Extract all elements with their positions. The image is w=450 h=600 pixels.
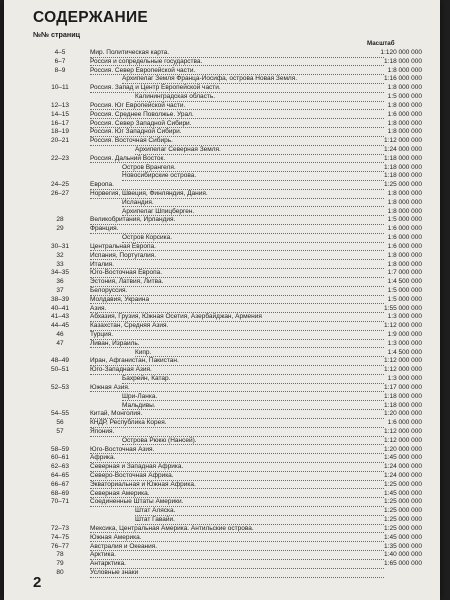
row-title (122, 234, 384, 243)
row-scale: 1:3 000 000 (387, 313, 422, 321)
row-title-text: Япония. (90, 427, 115, 435)
row-title (90, 58, 384, 67)
row-pages: 60–61 (50, 454, 70, 462)
row-title-text: КНДР, Республика Корея. (90, 419, 167, 427)
row-pages: 80 (56, 568, 64, 576)
row-title (90, 137, 384, 146)
row-title-text: Арктика. (90, 551, 116, 559)
contents-row (4, 84, 440, 93)
row-scale: 1:12 000 000 (384, 322, 422, 330)
row-title (122, 199, 384, 208)
row-title (90, 490, 384, 499)
row-title-text: Штат Аляска. (135, 507, 176, 515)
row-title-text: Россия. Юг Европейской части. (90, 101, 186, 109)
row-title (122, 402, 384, 411)
row-title (90, 410, 384, 419)
row-pages: 10–11 (51, 84, 69, 92)
row-title-text: Условные знаки (90, 568, 139, 576)
contents-row (4, 481, 440, 490)
contents-row (4, 199, 440, 208)
row-title-text: Китай, Монголия. (90, 410, 143, 418)
row-title (90, 269, 384, 278)
row-title-text: Россия. Дальний Восток. (90, 154, 166, 162)
row-scale: 1:24 000 000 (384, 145, 422, 153)
contents-row (4, 49, 440, 58)
row-title (90, 111, 384, 120)
row-pages: 4–5 (54, 49, 66, 56)
row-title-text: Северо-Восточная Африка. (90, 472, 174, 479)
row-title-text: Центральная Европа. (90, 242, 156, 250)
contents-row (4, 225, 440, 234)
page-title: СОДЕРЖАНИЕ (33, 9, 149, 26)
row-scale: 1:16 000 000 (384, 75, 422, 83)
row-pages: 47 (56, 339, 64, 347)
row-title (90, 560, 384, 569)
row-title-text: Франция. (90, 225, 119, 233)
row-title-text: Испания, Португалия. (90, 251, 157, 259)
row-scale: 1:4 500 000 (387, 278, 422, 286)
contents-row (4, 67, 440, 76)
contents-row (4, 164, 440, 173)
row-pages: 36 (56, 278, 64, 286)
row-title-text: Мексика, Центральная Америка. Антильские острова. (90, 524, 254, 532)
row-scale: 1:8 000 000 (387, 198, 422, 206)
row-scale: 1:5 000 000 (387, 295, 422, 303)
row-scale: 1:25 000 000 (384, 480, 422, 488)
row-scale: 1:35 000 000 (384, 542, 422, 550)
row-pages: 62–63 (50, 463, 70, 471)
row-title (122, 75, 384, 84)
row-pages: 34–35 (50, 269, 70, 277)
row-title (135, 146, 384, 155)
row-scale: 1:8 000 000 (387, 190, 422, 197)
row-scale: 1:8 000 000 (387, 84, 422, 92)
row-title (90, 305, 384, 314)
contents-row (4, 58, 440, 67)
contents-row (4, 525, 440, 534)
row-pages: 26–27 (50, 190, 70, 197)
row-title (90, 366, 384, 375)
contents-row (4, 507, 440, 516)
row-scale: 1:12 000 000 (384, 436, 422, 444)
row-title-text: Турция. (90, 331, 114, 338)
row-scale: 1:8 000 000 (387, 207, 422, 215)
contents-page (4, 0, 440, 600)
contents-row (4, 569, 440, 578)
row-scale: 1:4 500 000 (387, 348, 422, 356)
row-scale: 1:12 000 000 (384, 427, 422, 435)
contents-row (4, 261, 440, 270)
row-title-text: Австралия и Океания. (90, 542, 158, 550)
row-title-text: Исландия. (122, 198, 154, 206)
row-pages: 68–69 (50, 489, 70, 497)
row-title (90, 331, 384, 340)
contents-row (4, 384, 440, 393)
row-scale: 1:55 000 000 (384, 304, 422, 312)
row-pages: 40–41 (50, 304, 70, 312)
pages-column-header: №№ страниц (33, 30, 81, 39)
row-title-text: Белоруссия. (90, 286, 128, 294)
row-pages: 58–59 (50, 445, 70, 453)
row-scale: 1:25 000 000 (384, 507, 422, 515)
row-title (90, 128, 384, 137)
row-title-text: Россия. Север Западной Сибири. (90, 119, 192, 127)
row-scale: 1:9 000 000 (387, 331, 422, 338)
contents-row (4, 543, 440, 552)
contents-row (4, 146, 440, 155)
contents-row (4, 366, 440, 375)
page-number: 2 (33, 574, 42, 591)
row-scale: 1:6 000 000 (387, 234, 422, 242)
row-scale: 1:6 000 000 (387, 419, 422, 427)
contents-row (4, 128, 440, 137)
row-title (90, 49, 384, 58)
row-pages: 46 (56, 331, 64, 338)
row-scale: 1:17 000 000 (384, 383, 422, 391)
row-scale: 1:45 000 000 (384, 454, 422, 462)
contents-row (4, 181, 440, 190)
row-scale: 1:18 000 000 (384, 401, 422, 409)
row-scale: 1:25 000 000 (384, 524, 422, 532)
row-pages: 14–15 (50, 110, 70, 118)
row-title-text: Калининградская область. (135, 93, 216, 101)
row-title-text: Острова Рюкю (Нансей). (122, 436, 197, 444)
row-title (122, 164, 384, 173)
row-scale: 1:5 000 000 (387, 93, 422, 101)
row-title-text: Южная Америка. (90, 533, 142, 541)
contents-row (4, 551, 440, 560)
row-title-text: Мир. Политическая карта. (90, 49, 170, 56)
row-title (90, 463, 384, 472)
row-title-text: Архипелаг Северная Земля. (135, 145, 221, 153)
contents-row (4, 111, 440, 120)
row-title-text: Новосибирские острова. (122, 172, 197, 180)
row-title-text: Северная и Западная Африка. (90, 463, 184, 471)
row-scale: 1:25 000 000 (384, 516, 422, 524)
row-title (90, 84, 384, 93)
row-scale: 1:65 000 000 (384, 560, 422, 568)
contents-row (4, 278, 440, 287)
row-scale: 1:8 000 000 (387, 119, 422, 127)
row-pages: 76–77 (50, 542, 70, 550)
row-title (122, 393, 384, 402)
row-pages: 20–21 (50, 137, 70, 145)
contents-row (4, 120, 440, 129)
row-title-text: Шри-Ланка. (122, 392, 158, 400)
row-title-text: Эстония, Латвия, Литва. (90, 278, 164, 286)
row-scale: 1:12 000 000 (384, 357, 422, 365)
row-title-text: Великобритания, Ирландия. (90, 216, 176, 224)
contents-row (4, 269, 440, 278)
contents-row (4, 428, 440, 437)
row-scale: 1:24 000 000 (384, 472, 422, 479)
row-pages: 32 (56, 251, 64, 259)
row-scale: 1:120 000 000 (380, 49, 422, 56)
contents-row (4, 375, 440, 384)
contents-row (4, 516, 440, 525)
row-title-text: Россия. Юг Западной Сибири. (90, 128, 182, 136)
row-pages: 78 (56, 551, 64, 559)
row-title (90, 190, 384, 199)
row-title (90, 181, 384, 190)
contents-row (4, 305, 440, 314)
row-pages: 33 (56, 260, 64, 268)
row-pages: 6–7 (54, 57, 66, 65)
row-title-text: Италия. (90, 260, 114, 268)
row-title (90, 102, 384, 111)
row-title-text: Россия. Запад и Центр Европейской части. (90, 84, 221, 92)
row-scale: 1:18 000 000 (384, 172, 422, 180)
contents-row (4, 419, 440, 428)
contents-row (4, 463, 440, 472)
row-title (90, 296, 384, 305)
contents-row (4, 313, 440, 322)
row-title-text: Экваториальная и Южная Африка. (90, 480, 196, 488)
contents-row (4, 243, 440, 252)
row-title (90, 261, 384, 270)
contents-row (4, 208, 440, 217)
contents-row (4, 234, 440, 243)
contents-row (4, 437, 440, 446)
row-title (90, 287, 384, 296)
row-title-text: Юго-Восточная Европа. (90, 269, 163, 277)
row-pages: 38–39 (50, 295, 70, 303)
row-scale: 1:8 000 000 (387, 251, 422, 259)
row-scale: 1:40 000 000 (384, 551, 422, 559)
row-title (90, 454, 384, 463)
row-scale: 1:12 000 000 (384, 137, 422, 145)
row-title-text: Бахрейн, Катар. (122, 375, 171, 383)
row-pages: 70–71 (50, 498, 70, 506)
row-title-text: Европа. (90, 181, 114, 189)
row-pages: 44–45 (50, 322, 70, 330)
contents-row (4, 393, 440, 402)
row-scale: 1:6 000 000 (387, 242, 422, 250)
row-pages: 79 (56, 560, 64, 568)
row-title (90, 278, 384, 287)
contents-row (4, 534, 440, 543)
row-title-text: Кипр. (135, 348, 152, 356)
row-title (135, 349, 384, 358)
row-scale: 1:3 000 000 (387, 339, 422, 347)
row-pages: 12–13 (50, 101, 70, 109)
scale-column-header: Масштаб (367, 40, 395, 47)
row-pages: 22–23 (50, 154, 70, 162)
row-title-text: Абхазия, Грузия, Южная Осетия, Азербайджан, Армения (90, 313, 262, 321)
row-pages: 57 (56, 427, 64, 435)
contents-list (4, 49, 440, 578)
row-title (90, 525, 384, 534)
row-title-text: Африка. (90, 454, 116, 462)
contents-row (4, 155, 440, 164)
row-scale: 1:8 000 000 (387, 128, 422, 136)
contents-row (4, 331, 440, 340)
row-title (122, 437, 384, 446)
row-pages: 8–9 (54, 66, 66, 74)
row-title (90, 357, 384, 366)
row-title (90, 419, 384, 428)
contents-row (4, 137, 440, 146)
contents-row (4, 190, 440, 199)
row-pages: 41–43 (50, 313, 70, 321)
row-title (90, 243, 384, 252)
row-scale: 1:24 000 000 (384, 463, 422, 471)
contents-row (4, 172, 440, 181)
row-title (135, 507, 384, 516)
contents-row (4, 454, 440, 463)
row-scale: 1:45 000 000 (384, 533, 422, 541)
row-title (90, 322, 384, 331)
row-title-text: Азия. (90, 304, 107, 312)
row-title-text: Казахстан, Средняя Азия. (90, 322, 169, 330)
row-pages: 48–49 (50, 357, 70, 365)
row-title-text: Южная Азия. (90, 383, 130, 391)
row-pages: 18–19 (50, 128, 70, 136)
contents-row (4, 349, 440, 358)
row-title-text: Иран, Афганистан, Пакистан. (90, 357, 179, 365)
row-title (90, 225, 384, 234)
row-title (90, 340, 384, 349)
row-scale: 1:25 000 000 (384, 181, 422, 189)
contents-row (4, 402, 440, 411)
row-pages: 52–53 (50, 383, 70, 391)
contents-row (4, 216, 440, 225)
row-pages: 50–51 (50, 366, 70, 374)
contents-row (4, 287, 440, 296)
row-scale: 1:8 000 000 (387, 101, 422, 109)
contents-row (4, 252, 440, 261)
row-scale: 1:18 000 000 (384, 392, 422, 400)
contents-row (4, 472, 440, 481)
row-title-text: Соединенные Штаты Америки. (90, 498, 184, 506)
row-scale: 1:45 000 000 (384, 489, 422, 497)
row-title (122, 375, 384, 384)
row-title-text: Остров Врангеля. (122, 163, 176, 171)
row-pages: 54–55 (50, 410, 70, 418)
row-title-text: Норвегия, Швеция, Финляндия, Дания. (90, 190, 208, 197)
row-title (90, 428, 384, 437)
row-pages: 74–75 (50, 533, 70, 541)
row-title (90, 534, 384, 543)
row-scale: 1:20 000 000 (384, 410, 422, 418)
row-title (90, 481, 384, 490)
contents-row (4, 498, 440, 507)
row-title-text: Россия. Север Европейской части. (90, 66, 196, 74)
contents-row (4, 322, 440, 331)
row-pages: 37 (56, 286, 64, 294)
row-title (135, 93, 384, 102)
row-scale: 1:5 000 000 (387, 286, 422, 294)
contents-row (4, 75, 440, 84)
row-scale: 1:3 000 000 (387, 375, 422, 383)
row-title (90, 551, 384, 560)
contents-row (4, 446, 440, 455)
row-scale: 1:8 000 000 (387, 66, 422, 74)
row-scale: 1:18 000 000 (384, 163, 422, 171)
row-title-text: Антарктика. (90, 560, 126, 568)
row-scale: 1:7 000 000 (387, 269, 422, 277)
row-title-text: Мальдивы. (122, 401, 156, 409)
row-title-text: Россия и сопредельные государства. (90, 57, 203, 65)
row-pages: 64–65 (50, 472, 70, 479)
row-title (90, 472, 384, 481)
row-pages: 56 (56, 419, 64, 427)
row-title (90, 313, 384, 322)
contents-row (4, 93, 440, 102)
row-title-text: Архипелаг Земля Франца-Иосифа, острова Новая Земля. (122, 75, 298, 83)
row-title (90, 543, 384, 552)
row-title-text: Остров Корсика. (122, 234, 173, 242)
row-scale: 1:6 000 000 (387, 225, 422, 233)
row-title (90, 384, 384, 393)
row-title-text: Юго-Восточная Азия. (90, 445, 155, 453)
row-title-text: Россия. Среднее Поволжье. Урал. (90, 110, 194, 118)
contents-row (4, 560, 440, 569)
row-title (90, 120, 384, 129)
contents-row (4, 296, 440, 305)
row-title (90, 569, 384, 578)
row-title (122, 172, 384, 181)
contents-row (4, 410, 440, 419)
row-pages: 16–17 (50, 119, 70, 127)
row-title-text: Молдавия, Украина (90, 295, 150, 303)
row-title (90, 67, 384, 76)
row-title (122, 208, 384, 217)
row-title-text: Штат Гавайи. (135, 516, 175, 524)
row-pages: 66–67 (50, 480, 70, 488)
row-scale: 1:8 000 000 (387, 260, 422, 268)
row-scale: 1:25 000 000 (384, 498, 422, 506)
row-title-text: Ливан, Израиль. (90, 339, 140, 347)
contents-row (4, 357, 440, 366)
row-title-text: Северная Америка. (90, 489, 150, 497)
row-scale: 1:6 000 000 (387, 110, 422, 118)
row-scale: 1:5 000 000 (387, 216, 422, 224)
row-scale: 1:20 000 000 (384, 445, 422, 453)
row-pages: 24–25 (50, 181, 70, 189)
row-title-text: Архипелаг Шпицберген. (122, 207, 195, 215)
row-scale: 1:18 000 000 (384, 57, 422, 65)
row-scale: 1:18 000 000 (384, 154, 422, 162)
row-title (90, 155, 384, 164)
row-title (135, 516, 384, 525)
row-scale: 1:12 000 000 (384, 366, 422, 374)
row-pages: 29 (56, 225, 64, 233)
contents-row (4, 340, 440, 349)
row-title (90, 252, 384, 261)
contents-row (4, 490, 440, 499)
contents-row (4, 102, 440, 111)
row-title-text: Юго-Западная Азия. (90, 366, 152, 374)
row-pages: 28 (56, 216, 64, 224)
row-title (90, 498, 384, 507)
row-pages: 72–73 (50, 524, 70, 532)
row-title (90, 216, 384, 225)
row-pages: 30–31 (50, 242, 70, 250)
row-title (90, 446, 384, 455)
row-title-text: Россия. Восточная Сибирь. (90, 137, 173, 145)
